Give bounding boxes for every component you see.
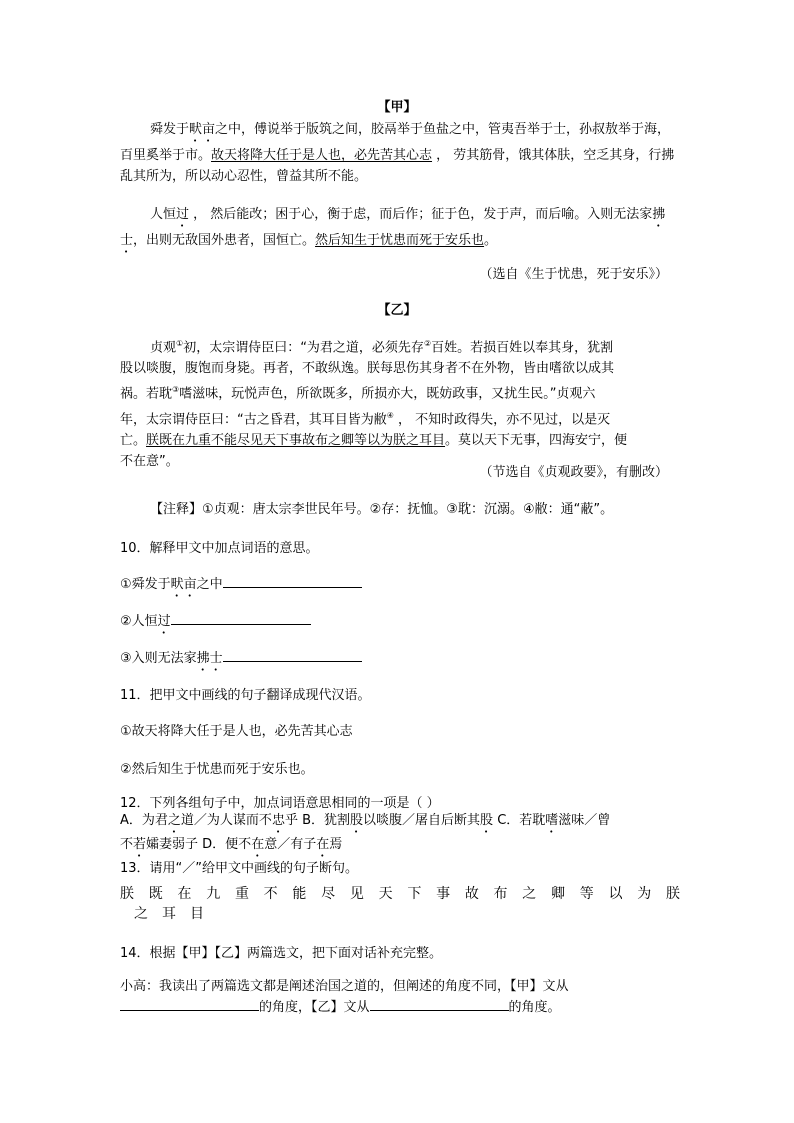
q13-char: 重 [234,886,249,902]
q13-char: 下 [407,886,422,902]
dotted-word: 忠 [271,813,285,828]
text-run: ， 然后能改；困于心，衡于虑，而后作；征于色，发于声，而后喻。入则无法家 [189,207,653,222]
yi-line-6: 不在意”。 [120,453,179,469]
q13-char: 天 [378,886,393,902]
text-run: 意／有子 [264,837,317,852]
q13-row-2 [120,904,680,924]
annotation-note: 【注释】①贞观：唐太宗李世民年号。②存：抚恤。③耽：沉溺。④敝：通“蔽”。 [150,502,614,517]
q13-char: 事 [436,886,451,902]
q13-char: 耳 [162,906,176,922]
q13-char: 朕 [120,886,134,902]
text-run: ， 不知时政得失，亦不见过，以是灭 [393,411,611,427]
underlined-sentence-3: 朕既在九重不能尽见天下事故布之卿等以为朕之耳目 [146,432,446,448]
text-run: 之中，傅说举于版筑之间，胶鬲举于鱼盐之中，管夷吾举于士，孙叔敖举于海，百里奚举于市。 [120,122,671,163]
q13-row-1 [120,884,680,904]
dotted-word-mu: 畎亩 [170,577,197,592]
footnote-mark: ② [423,339,432,348]
text-run: 的角度。 [508,1000,561,1015]
footnote-mark: ④ [386,410,394,420]
q13-char: 不 [263,886,278,902]
q10-item-2 [120,610,311,637]
q12-block [120,795,680,877]
q10-title: 10．解释甲文中加点词语的意思。 [120,541,319,556]
yi-line-1 [120,333,680,358]
q13-char: 九 [206,886,221,902]
q13-char: 尽 [321,886,336,902]
q13-char: 能 [292,886,307,902]
text-run: ，出则无敌国外患者，国恒亡。 [133,233,316,248]
answer-blank[interactable] [120,997,259,1011]
q12-line-1 [120,812,680,836]
q13-char: 故 [464,886,479,902]
text-run: 年，太宗谓侍臣曰：“古之昏君，其耳目皆为敝 [120,411,387,427]
text-run: A．为君 [120,813,168,828]
dotted-word: 嗜 [545,813,559,828]
dotted-word-bishi: 拂士 [196,651,223,666]
q13-sentence [120,884,680,924]
q14-dialogue [120,977,680,1018]
text-run: 。 [484,233,498,248]
q13-char: 等 [579,886,594,902]
q13-char: 目 [190,906,204,922]
q10-item-3 [120,647,362,674]
dotted-word-mu: 畎亩 [189,122,216,137]
text-run: 的角度，【乙】文从 [259,1000,370,1015]
jia-title: 【甲】 [377,100,417,115]
dotted-word-bishi: 拂士 [120,207,666,248]
dotted-word: 之 [167,813,181,828]
dotted-word: 若 [133,837,147,852]
q13-title: 13．请用“／”给甲文中画线的句子断句。 [120,861,359,876]
answer-blank[interactable] [223,648,362,662]
yi-line-5 [120,430,680,451]
q13-char: 之 [522,886,537,902]
text-run: 人恒 [150,207,177,222]
jia-paragraph-2 [120,204,676,256]
q11-item-2: ②然后知生于忧患而死于安乐也。 [120,762,314,777]
text-run: 。莫以天下无事，四海安宁，便 [445,432,628,448]
text-run: 道／为人谋而不 [180,813,272,828]
text-run: 亡。 [120,432,147,448]
q12-title: 12．下列各组句子中，加点词语意思相同的一项是（ ） [120,796,440,811]
text-run: C．若耽 [493,813,546,828]
answer-blank[interactable] [223,574,362,588]
text-run: 不 [120,837,134,852]
jia-paragraph-1 [120,119,676,187]
dotted-word-guo: 过 [176,207,190,222]
text-run: ， 劳其筋骨，饿其体肤，空乏其身，行拂乱其所为，所以动心忍性，曾益其所不能。 [120,148,675,184]
dotted-word: 在 [316,837,330,852]
text-run: 嗜滋味，玩悦声色，所欲既多，所损亦大，既妨政事，又扰生民。”贞观六 [179,386,596,402]
q13-char: 为 [637,886,652,902]
dotted-word: 股 [350,813,364,828]
text-run: 贞观 [150,340,177,356]
answer-blank[interactable] [370,997,509,1011]
text-run: ②人恒 [120,614,158,629]
yi-paragraph [120,333,680,472]
text-run: 百姓。若损百姓以奉其身，犹割 [431,340,614,356]
yi-line-2: 股以啖腹，腹饱而身毙。再者，不敢纵逸。朕每思伤其身者不在外物，皆由嗜欲以成其 [120,361,615,377]
text-run: 乎 B．犹割 [284,813,351,828]
dotted-word-guo: 过 [157,614,171,629]
q14-title: 14．根据【甲】【乙】两篇选文，把下面对话补充完整。 [120,946,443,961]
q12-line-2 [120,836,680,860]
text-run: ③入则无法家 [120,651,197,666]
yi-line-4 [120,405,680,430]
text-run: 舜发于 [150,122,190,137]
q13-char: 见 [349,886,364,902]
yi-line-3 [120,379,680,404]
dotted-word: 在 [251,837,265,852]
answer-blank[interactable] [171,611,311,625]
q13-char: 以 [608,886,623,902]
q13-char: 之 [134,906,148,922]
q11-title: 11．把甲文中画线的句子翻译成现代汉语。 [120,688,371,703]
q13-char: 朕 [665,886,680,902]
text-run: 以啖腹／屠自后断其 [363,813,481,828]
text-run: 之中 [196,577,223,592]
q13-char: 在 [177,886,192,902]
q14-line-1: 小高：我读出了两篇选文都是阐述治国之道的，但阐述的角度不同，【甲】文从 [120,979,569,994]
jia-source: （选自《生于忧患，死于安乐》） [479,267,668,282]
q13-char: 卿 [551,886,566,902]
yi-source: （节选自《贞观政要》，有删改） [479,465,668,480]
text-run: ①舜发于 [120,577,171,592]
text-run: 祸。若耽 [120,386,173,402]
text-run: 滋味／曾 [558,813,611,828]
footnote-mark: ① [176,339,184,348]
dotted-word: 股 [480,813,494,828]
text-run: 孀妻弱子 D．便不 [146,837,252,852]
yi-title: 【乙】 [377,303,417,318]
q10-item-1 [120,573,362,600]
text-run: 焉 [329,837,343,852]
underlined-sentence-2: 然后知生于忧患而死于安乐也 [315,233,485,248]
footnote-mark: ③ [172,385,180,395]
underlined-sentence-1: 故天将降大任于是人也，必先苦其心志 [211,148,433,163]
q11-item-1: ①故天将降大任于是人也，必先苦其心志 [120,724,353,739]
q13-char: 布 [493,886,508,902]
q13-char: 既 [148,886,163,902]
text-run: 初，太宗谓侍臣曰：“为君之道，必须先存 [183,340,424,356]
q14-line-2 [120,997,680,1018]
